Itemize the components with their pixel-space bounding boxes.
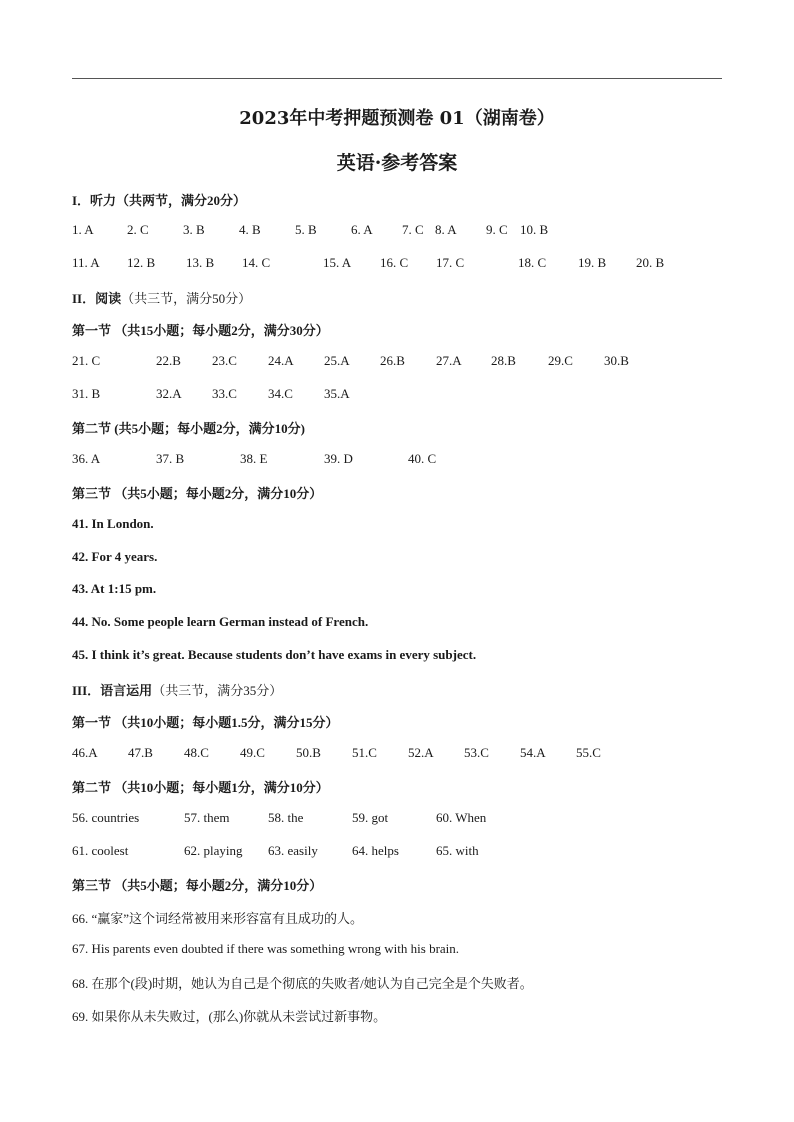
reading-part3-title: 第三节 （共5小题；每小题2分，满分10分）	[72, 486, 323, 501]
page-title: 2023年中考押题预测卷 01（湖南卷）	[239, 108, 555, 129]
answer-item: 22.B	[156, 353, 181, 368]
section-language-title	[72, 680, 282, 699]
translation-68: 68. 在那个(段)时期，她认为自己是个彻底的失败者/她认为自己完全是个失败者。	[72, 976, 533, 991]
answer-item: 50.B	[296, 745, 321, 760]
answer-item: 18. C	[518, 255, 547, 270]
reading-part2-title: 第二节 (共5小题；每小题2分，满分10分)	[72, 421, 305, 436]
page-subtitle: 英语·参考答案	[336, 152, 458, 174]
answer-item: 62. playing	[184, 843, 243, 858]
short-answer-43: 43. At 1:15 pm.	[72, 581, 157, 596]
answer-item: 16. C	[380, 255, 409, 270]
answer-item: 53.C	[464, 745, 489, 760]
answer-item: 51.C	[352, 745, 377, 760]
answer-item: 20. B	[636, 255, 665, 270]
answer-item: 4. B	[239, 222, 261, 237]
translation-69: 69. 如果你从未失败过，(那么)你就从未尝试过新事物。	[72, 1009, 387, 1024]
answer-item: 32.A	[156, 386, 182, 401]
section-language-note: （共三节，满分35分）	[152, 683, 283, 698]
answer-item: 55.C	[576, 745, 601, 760]
answer-item: 7. C	[402, 222, 424, 237]
answer-item: 19. B	[578, 255, 607, 270]
answer-item: 35.A	[324, 386, 350, 401]
answer-item: 25.A	[324, 353, 350, 368]
answer-item: 61. coolest	[72, 843, 129, 858]
answer-item: 10. B	[520, 222, 549, 237]
short-answer-42: 42. For 4 years.	[72, 549, 158, 564]
answer-item: 23.C	[212, 353, 237, 368]
answer-item: 36. A	[72, 451, 101, 466]
header-rule	[72, 78, 722, 79]
language-part3-title: 第三节 （共5小题；每小题2分，满分10分）	[72, 878, 323, 893]
answer-item: 48.C	[184, 745, 209, 760]
short-answer-44: 44. No. Some people learn German instead of French.	[72, 614, 369, 629]
answer-item: 65. with	[436, 843, 479, 858]
answer-item: 34.C	[268, 386, 293, 401]
answer-item: 15. A	[323, 255, 352, 270]
answer-item: 8. A	[435, 222, 457, 237]
answer-item: 37. B	[156, 451, 185, 466]
short-answer-41: 41. In London.	[72, 516, 154, 531]
language-part1-title: 第一节 （共10小题；每小题1.5分，满分15分）	[72, 715, 339, 730]
answer-item: 57. them	[184, 810, 230, 825]
answer-item: 40. C	[408, 451, 437, 466]
answer-item: 27.A	[436, 353, 462, 368]
answer-item: 63. easily	[268, 843, 318, 858]
answer-item: 13. B	[186, 255, 215, 270]
answer-item: 59. got	[352, 810, 389, 825]
translation-66: 66. “赢家”这个词经常被用来形容富有且成功的人。	[72, 911, 364, 926]
answer-item: 56. countries	[72, 810, 140, 825]
answer-item: 28.B	[491, 353, 516, 368]
section-reading-title	[72, 288, 251, 307]
answer-item: 11. A	[72, 255, 100, 270]
answer-item: 46.A	[72, 745, 98, 760]
answer-item: 3. B	[183, 222, 205, 237]
answer-item: 29.C	[548, 353, 573, 368]
answer-item: 60. When	[436, 810, 487, 825]
language-part2-title: 第二节 （共10小题；每小题1分，满分10分）	[72, 780, 329, 795]
answer-item: 33.C	[212, 386, 237, 401]
answer-item: 26.B	[380, 353, 405, 368]
answer-item: 24.A	[268, 353, 294, 368]
answer-item: 49.C	[240, 745, 265, 760]
answer-item: 5. B	[295, 222, 317, 237]
answer-item: 39. D	[324, 451, 353, 466]
short-answer-45: 45. I think it’s great. Because students don’t have exams in every subject.	[72, 647, 477, 662]
section-reading-note: （共三节，满分50分）	[121, 291, 252, 306]
answer-item: 30.B	[604, 353, 629, 368]
reading-part1-title: 第一节 （共15小题；每小题2分，满分30分）	[72, 323, 329, 338]
answer-item: 38. E	[240, 451, 268, 466]
answer-item: 14. C	[242, 255, 271, 270]
translation-67: 67. His parents even doubted if there was something wrong with his brain.	[72, 941, 460, 956]
section-listening-title: I．听力（共两节，满分20分）	[72, 193, 247, 208]
answer-item: 1. A	[72, 222, 94, 237]
section-language-label: III．语言运用	[72, 683, 153, 698]
answer-item: 6. A	[351, 222, 373, 237]
answer-item: 47.B	[128, 745, 153, 760]
answer-item: 64. helps	[352, 843, 399, 858]
answer-item: 12. B	[127, 255, 156, 270]
answer-item: 52.A	[408, 745, 434, 760]
answer-item: 31. B	[72, 386, 101, 401]
answer-item: 58. the	[268, 810, 304, 825]
answer-item: 54.A	[520, 745, 546, 760]
answer-item: 9. C	[486, 222, 508, 237]
answer-item: 17. C	[436, 255, 465, 270]
answer-item: 2. C	[127, 222, 149, 237]
answer-item: 21. C	[72, 353, 101, 368]
section-reading-label: II．阅读	[72, 291, 122, 306]
